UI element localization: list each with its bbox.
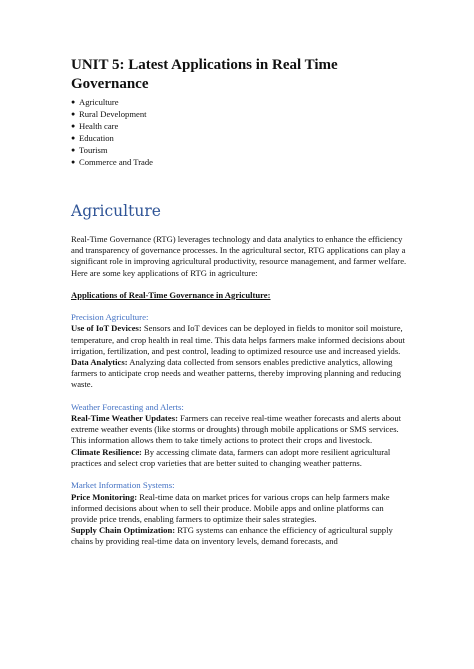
item-text: By accessing climate data, farmers can adopt more resilient agricultural practices and select crop varieties that are better suited to changing weather patterns. [71, 446, 391, 468]
item-paragraph [71, 492, 411, 526]
item-paragraph [71, 357, 411, 391]
unit-title: UNIT 5: Latest Applications in Real Time Governance [71, 57, 338, 92]
item-text: Analyzing data collected from sensors enables predictive analytics, allowing farmers to anticipate crop needs and weather patterns, thereby improving planning and reducing waste. [71, 356, 402, 390]
intro-paragraph: Real-Time Governance (RTG) leverages technology and data analytics to enhance the efficiency and transparency of governance processes. In the agricultural sector, RTG applications can play a significant role in improving agricultural productivity, resource management, and farmer welfare. Here are some key applications of RTG in agriculture: [71, 234, 407, 278]
bullet-icon: ● [71, 98, 76, 106]
subsection-precision-agriculture [71, 312, 411, 391]
bullet-icon: ● [71, 122, 76, 130]
topic-list [71, 96, 411, 168]
list-item [71, 132, 411, 144]
topic-label: Rural Development [79, 109, 147, 119]
subsection-heading: Precision Agriculture: [71, 311, 149, 322]
item-text: Real-time data on market prices for various crops can help farmers make informed decisions about when to sell their produce. Mobile apps and online platforms can provide price trends, enabling farmers to optimize their sales strategies. [71, 491, 390, 524]
bullet-icon: ● [71, 110, 76, 118]
item-paragraph [71, 323, 411, 357]
list-item [71, 96, 411, 108]
topic-label: Agriculture [79, 97, 119, 107]
item-paragraph [71, 413, 411, 447]
bullet-icon: ● [71, 158, 76, 166]
topic-label: Health care [79, 121, 119, 131]
topic-label: Education [79, 133, 114, 143]
item-text: RTG systems can enhance the efficiency of agricultural supply chains by providing real-time data on inventory levels, demand forecasts, and [71, 525, 393, 547]
item-label: Climate Resilience: [71, 446, 142, 457]
item-label: Data Analytics: [71, 356, 128, 367]
list-item [71, 156, 411, 168]
document-page [71, 56, 411, 548]
item-label: Use of IoT Devices: [71, 323, 142, 334]
item-label: Real-Time Weather Updates: [71, 413, 178, 424]
list-item [71, 108, 411, 120]
item-paragraph [71, 447, 411, 469]
bullet-icon: ● [71, 146, 76, 154]
item-text: Sensors and IoT devices can be deployed in fields to monitor soil moisture, temperature, and crop health in real time. This data helps farmers make informed decisions about irrigation, fertilization, and pest control, leading to optimized resource use and increased yields. [71, 323, 405, 356]
topic-label: Commerce and Trade [79, 157, 153, 167]
list-item [71, 120, 411, 132]
section-title: Agriculture [71, 202, 161, 220]
item-label: Price Monitoring: [71, 491, 138, 502]
subsection-weather-forecasting [71, 402, 411, 470]
applications-heading: Applications of Real-Time Governance in Agriculture: [71, 289, 271, 300]
bullet-icon: ● [71, 134, 76, 142]
item-text: Farmers can receive real-time weather forecasts and alerts about extreme weather events (like storms or droughts) through mobile applications or SMS services. This information allows them to take timely actions to protect their crops and livestock. [71, 413, 402, 446]
topic-label: Tourism [79, 145, 108, 155]
item-label: Supply Chain Optimization: [71, 525, 176, 536]
item-paragraph [71, 525, 411, 547]
list-item [71, 144, 411, 156]
subsection-heading: Weather Forecasting and Alerts: [71, 401, 184, 412]
subsection-market-information [71, 480, 411, 548]
subsection-heading: Market Information Systems: [71, 480, 175, 491]
